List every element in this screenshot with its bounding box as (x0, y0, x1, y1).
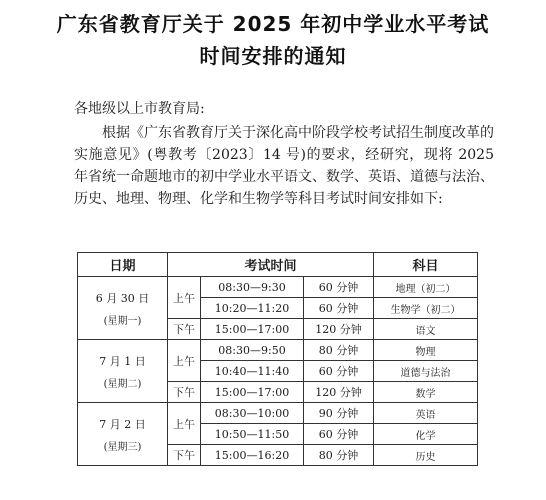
period-cell: 上午 (168, 277, 201, 319)
date-cell (78, 403, 168, 466)
date-cell (78, 277, 168, 340)
time-cell: 15:00—16:20 (201, 445, 304, 466)
table-row (78, 340, 478, 361)
duration-cell: 80 分钟 (304, 445, 374, 466)
duration-cell: 120 分钟 (304, 319, 374, 340)
notice-title-line1: 广东省教育厅关于 2025 年初中学业水平考试 (56, 12, 490, 36)
time-cell: 10:50—11:50 (201, 424, 304, 445)
date-cell (78, 340, 168, 403)
time-cell: 15:00—17:00 (201, 382, 304, 403)
subject-cell: 生物学（初二） (374, 298, 478, 319)
time-cell: 08:30—9:30 (201, 277, 304, 298)
time-cell: 10:40—11:40 (201, 361, 304, 382)
header-date: 日期 (78, 253, 168, 277)
subject-cell: 化学 (374, 424, 478, 445)
duration-cell: 60 分钟 (304, 424, 374, 445)
period-cell: 下午 (168, 445, 201, 466)
subject-cell: 英语 (374, 403, 478, 424)
weekday-label: (星期三) (103, 441, 142, 453)
subject-cell: 地理（初二） (374, 277, 478, 298)
duration-cell: 120 分钟 (304, 382, 374, 403)
table-header-row (78, 253, 478, 277)
greeting: 各地级以上市教育局: (74, 101, 205, 117)
body-paragraph: 根据《广东省教育厅关于深化高中阶段学校考试招生制度改革的实施意见》(粤教考〔2023〕14 号)的要求，经研究，现将 2025 年省统一命题地市的初中学业水平语文、数学、英语、道德与法治、历史、地理、物理、化学和生物学等科目考试时间安排如下: (74, 125, 494, 207)
duration-cell: 60 分钟 (304, 277, 374, 298)
table-row (78, 403, 478, 424)
duration-cell: 60 分钟 (304, 298, 374, 319)
table-row (78, 277, 478, 298)
header-subject: 科目 (374, 253, 478, 277)
subject-cell: 物理 (374, 340, 478, 361)
subject-cell: 道德与法治 (374, 361, 478, 382)
weekday-label: (星期二) (103, 378, 142, 390)
subject-cell: 历史 (374, 445, 478, 466)
date-label: 6 月 30 日 (95, 291, 150, 305)
time-cell: 10:20—11:20 (201, 298, 304, 319)
weekday-label: (星期一) (103, 315, 142, 327)
subject-cell: 数学 (374, 382, 478, 403)
exam-schedule-table (77, 252, 478, 466)
time-cell: 15:00—17:00 (201, 319, 304, 340)
time-cell: 08:30—10:00 (201, 403, 304, 424)
duration-cell: 80 分钟 (304, 340, 374, 361)
duration-cell: 60 分钟 (304, 361, 374, 382)
period-cell: 上午 (168, 340, 201, 382)
time-cell: 08:30—9:50 (201, 340, 304, 361)
duration-cell: 90 分钟 (304, 403, 374, 424)
subject-cell: 语文 (374, 319, 478, 340)
period-cell: 下午 (168, 382, 201, 403)
date-label: 7 月 2 日 (99, 417, 146, 431)
date-label: 7 月 1 日 (99, 354, 146, 368)
period-cell: 下午 (168, 319, 201, 340)
header-time: 考试时间 (168, 253, 374, 277)
notice-title-line2: 时间安排的通知 (199, 44, 347, 68)
period-cell: 上午 (168, 403, 201, 445)
